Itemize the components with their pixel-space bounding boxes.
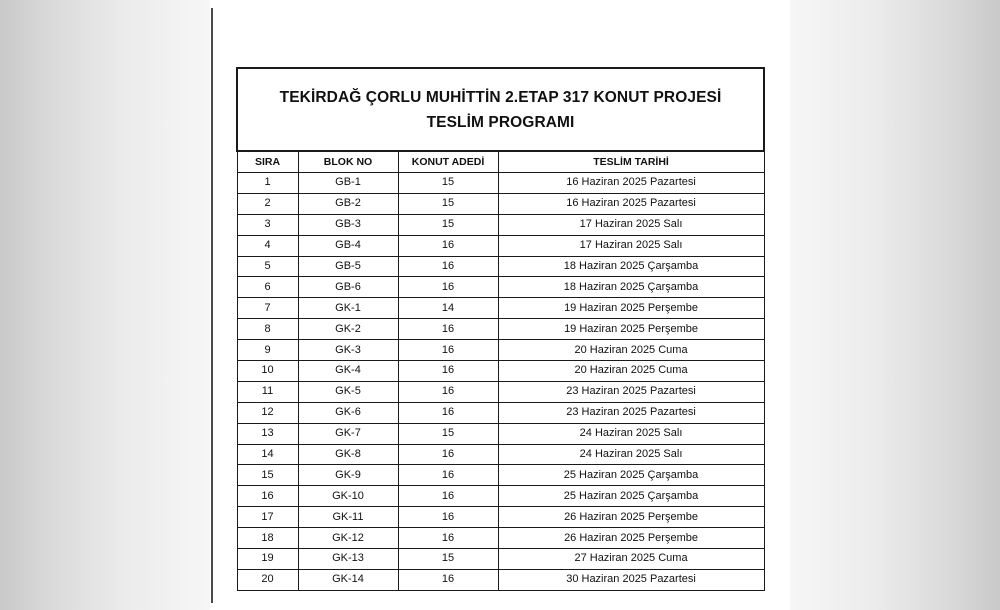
cell-teslim-tarihi: 19 Haziran 2025 Perşembe	[498, 319, 764, 340]
cell-teslim-tarihi: 20 Haziran 2025 Cuma	[498, 361, 764, 382]
table-row	[237, 298, 764, 319]
cell-teslim-tarihi: 18 Haziran 2025 Çarşamba	[498, 277, 764, 298]
title-line-2: TESLİM PROGRAMI	[426, 113, 575, 131]
cell-konut-adedi: 16	[398, 507, 498, 528]
cell-konut-adedi: 16	[398, 486, 498, 507]
cell-sira: 14	[237, 444, 298, 465]
cell-sira: 7	[237, 298, 298, 319]
cell-teslim-tarihi: 17 Haziran 2025 Salı	[498, 214, 764, 235]
cell-blok-no: GK-6	[298, 402, 398, 423]
cell-teslim-tarihi: 16 Haziran 2025 Pazartesi	[498, 193, 764, 214]
cell-teslim-tarihi: 18 Haziran 2025 Çarşamba	[498, 256, 764, 277]
cell-sira: 11	[237, 381, 298, 402]
table-row	[237, 507, 764, 528]
cell-blok-no: GB-4	[298, 235, 398, 256]
cell-blok-no: GK-9	[298, 465, 398, 486]
cell-blok-no: GB-1	[298, 173, 398, 194]
cell-konut-adedi: 16	[398, 444, 498, 465]
cell-sira: 19	[237, 549, 298, 570]
cell-blok-no: GK-14	[298, 569, 398, 590]
blurred-background-right	[790, 0, 1000, 610]
cell-teslim-tarihi: 23 Haziran 2025 Pazartesi	[498, 402, 764, 423]
table-row	[237, 402, 764, 423]
table-row	[237, 193, 764, 214]
column-header-blok-no: BLOK NO	[298, 151, 398, 173]
cell-konut-adedi: 16	[398, 361, 498, 382]
cell-konut-adedi: 16	[398, 235, 498, 256]
cell-teslim-tarihi: 23 Haziran 2025 Pazartesi	[498, 381, 764, 402]
table-row	[237, 256, 764, 277]
page-edge-line	[211, 8, 213, 603]
cell-sira: 18	[237, 528, 298, 549]
cell-blok-no: GK-10	[298, 486, 398, 507]
cell-blok-no: GB-5	[298, 256, 398, 277]
table-row	[237, 569, 764, 590]
table-row	[237, 423, 764, 444]
cell-blok-no: GK-12	[298, 528, 398, 549]
cell-teslim-tarihi: 16 Haziran 2025 Pazartesi	[498, 173, 764, 194]
table-row	[237, 340, 764, 361]
table-row	[237, 277, 764, 298]
cell-blok-no: GK-4	[298, 361, 398, 382]
cell-blok-no: GK-13	[298, 549, 398, 570]
cell-teslim-tarihi: 25 Haziran 2025 Çarşamba	[498, 465, 764, 486]
cell-sira: 4	[237, 235, 298, 256]
column-header-row	[237, 151, 764, 173]
table-row	[237, 319, 764, 340]
cell-teslim-tarihi: 26 Haziran 2025 Perşembe	[498, 528, 764, 549]
cell-teslim-tarihi: 30 Haziran 2025 Pazartesi	[498, 569, 764, 590]
table-body	[237, 173, 764, 591]
cell-blok-no: GK-3	[298, 340, 398, 361]
cell-teslim-tarihi: 20 Haziran 2025 Cuma	[498, 340, 764, 361]
cell-teslim-tarihi: 24 Haziran 2025 Salı	[498, 444, 764, 465]
cell-sira: 6	[237, 277, 298, 298]
cell-blok-no: GK-2	[298, 319, 398, 340]
cell-sira: 16	[237, 486, 298, 507]
cell-konut-adedi: 16	[398, 402, 498, 423]
cell-blok-no: GK-8	[298, 444, 398, 465]
delivery-schedule-table	[236, 67, 765, 591]
column-header-konut-adedi: KONUT ADEDİ	[398, 151, 498, 173]
cell-sira: 20	[237, 569, 298, 590]
cell-konut-adedi: 15	[398, 173, 498, 194]
cell-blok-no: GK-1	[298, 298, 398, 319]
table-row	[237, 361, 764, 382]
cell-konut-adedi: 16	[398, 319, 498, 340]
cell-sira: 8	[237, 319, 298, 340]
table-row	[237, 465, 764, 486]
cell-konut-adedi: 16	[398, 465, 498, 486]
table-row	[237, 173, 764, 194]
cell-sira: 12	[237, 402, 298, 423]
cell-blok-no: GB-2	[298, 193, 398, 214]
cell-konut-adedi: 15	[398, 214, 498, 235]
cell-blok-no: GK-11	[298, 507, 398, 528]
title-line-1: TEKİRDAĞ ÇORLU MUHİTTİN 2.ETAP 317 KONUT PROJESİ	[279, 88, 722, 106]
cell-teslim-tarihi: 26 Haziran 2025 Perşembe	[498, 507, 764, 528]
cell-sira: 2	[237, 193, 298, 214]
cell-sira: 5	[237, 256, 298, 277]
table-row	[237, 528, 764, 549]
cell-konut-adedi: 16	[398, 569, 498, 590]
cell-sira: 1	[237, 173, 298, 194]
cell-konut-adedi: 16	[398, 340, 498, 361]
cell-konut-adedi: 16	[398, 256, 498, 277]
column-header-sira: SIRA	[237, 151, 298, 173]
table-row	[237, 235, 764, 256]
cell-blok-no: GB-3	[298, 214, 398, 235]
cell-blok-no: GB-6	[298, 277, 398, 298]
cell-teslim-tarihi: 19 Haziran 2025 Perşembe	[498, 298, 764, 319]
cell-sira: 9	[237, 340, 298, 361]
cell-blok-no: GK-7	[298, 423, 398, 444]
table-title	[237, 68, 764, 151]
cell-sira: 10	[237, 361, 298, 382]
cell-konut-adedi: 15	[398, 549, 498, 570]
cell-konut-adedi: 15	[398, 423, 498, 444]
cell-blok-no: GK-5	[298, 381, 398, 402]
cell-sira: 15	[237, 465, 298, 486]
cell-sira: 3	[237, 214, 298, 235]
cell-sira: 17	[237, 507, 298, 528]
cell-teslim-tarihi: 17 Haziran 2025 Salı	[498, 235, 764, 256]
cell-konut-adedi: 16	[398, 277, 498, 298]
cell-teslim-tarihi: 24 Haziran 2025 Salı	[498, 423, 764, 444]
cell-konut-adedi: 15	[398, 193, 498, 214]
cell-konut-adedi: 14	[398, 298, 498, 319]
table-row	[237, 381, 764, 402]
table-row	[237, 214, 764, 235]
table-row	[237, 486, 764, 507]
column-header-teslim-tarihi: TESLİM TARİHİ	[498, 151, 764, 173]
cell-teslim-tarihi: 27 Haziran 2025 Cuma	[498, 549, 764, 570]
cell-konut-adedi: 16	[398, 528, 498, 549]
cell-sira: 13	[237, 423, 298, 444]
cell-teslim-tarihi: 25 Haziran 2025 Çarşamba	[498, 486, 764, 507]
table-row	[237, 444, 764, 465]
cell-konut-adedi: 16	[398, 381, 498, 402]
table-row	[237, 549, 764, 570]
blurred-background-left	[0, 0, 210, 610]
